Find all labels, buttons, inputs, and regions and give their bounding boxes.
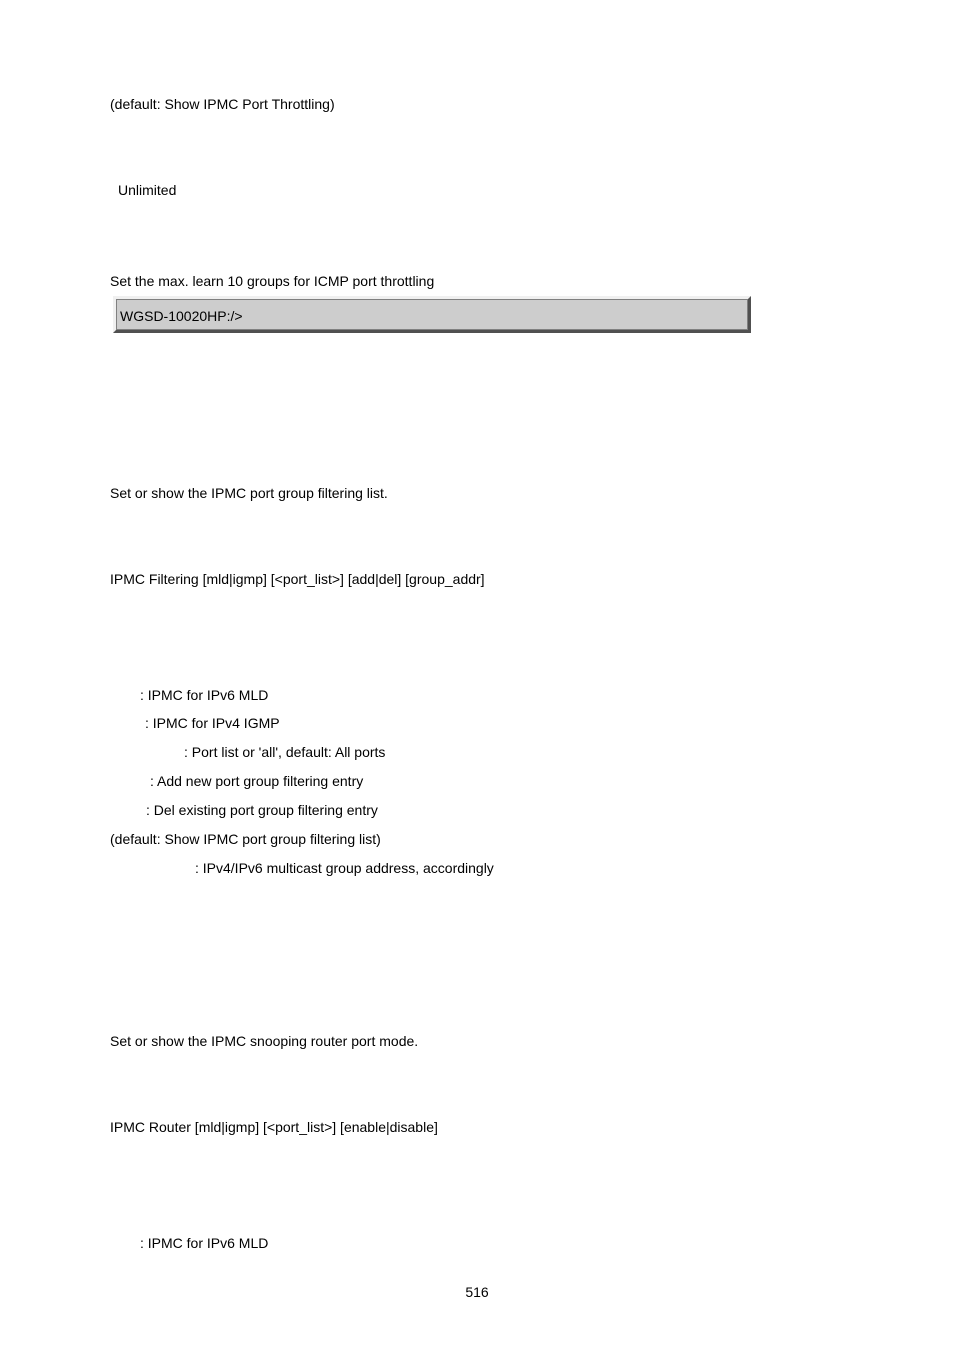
filtering-param-port-list: : Port list or 'all', default: All ports	[184, 744, 386, 760]
router-syntax: IPMC Router [mld|igmp] [<port_list>] [enable|disable]	[110, 1119, 438, 1135]
throttling-unlimited: Unlimited	[118, 182, 177, 198]
filtering-syntax: IPMC Filtering [mld|igmp] [<port_list>] [add|del] [group_addr]	[110, 571, 485, 587]
router-description: Set or show the IPMC snooping router port mode.	[110, 1033, 419, 1049]
filtering-param-del: : Del existing port group filtering entry	[146, 802, 378, 818]
filtering-param-igmp: : IPMC for IPv4 IGMP	[145, 715, 280, 731]
cli-prompt: WGSD-10020HP:/>	[120, 308, 243, 324]
filtering-param-mld: : IPMC for IPv6 MLD	[140, 687, 269, 703]
throttling-example-desc: Set the max. learn 10 groups for ICMP port throttling	[110, 273, 435, 289]
cli-example-inner	[116, 299, 748, 330]
cli-example-box	[113, 296, 751, 333]
filtering-param-add: : Add new port group filtering entry	[150, 773, 364, 789]
filtering-param-default: (default: Show IPMC port group filtering list)	[110, 831, 381, 847]
page-number: 516	[465, 1284, 489, 1300]
throttling-default-note: (default: Show IPMC Port Throttling)	[110, 96, 335, 112]
router-param-mld: : IPMC for IPv6 MLD	[140, 1235, 269, 1251]
filtering-description: Set or show the IPMC port group filtering list.	[110, 485, 388, 501]
filtering-param-group-addr: : IPv4/IPv6 multicast group address, accordingly	[195, 860, 494, 876]
